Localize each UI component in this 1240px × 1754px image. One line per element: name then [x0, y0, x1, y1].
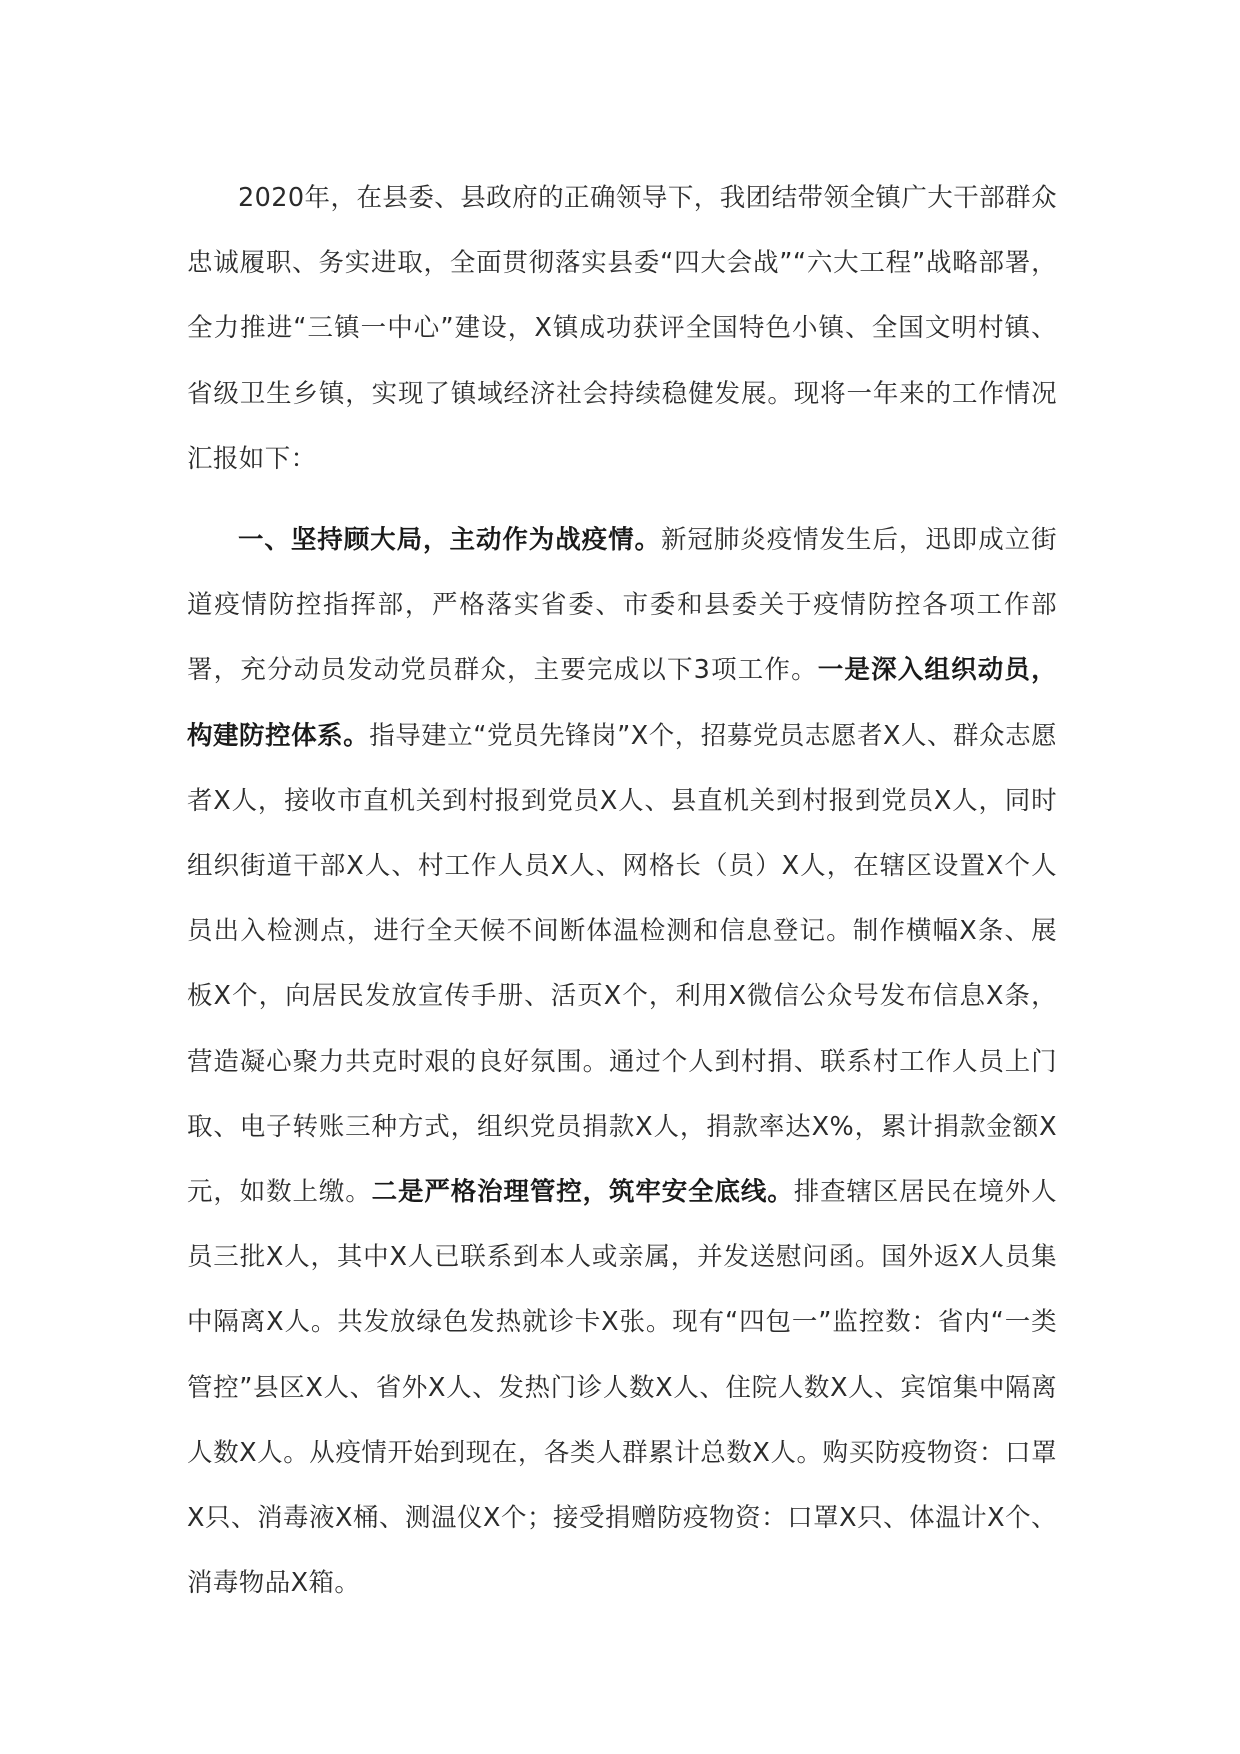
subpoint-heading-one: 一是深入组织动员，构建防控体系。: [187, 655, 1057, 751]
paragraph-section-one: [187, 508, 1057, 1616]
section-body: 新冠肺炎疫情发生后，迅即成立街道疫情防控指挥部，严格落实省委、市委和县委关于疫情防控各项工作部署，充分动员发动党员群众，主要完成以下3项工作。: [187, 525, 1057, 686]
subpoint-body-two: 排查辖区居民在境外人员三批X人，其中X人已联系到本人或亲属，并发送慰问函。国外返X人员集中隔离X人。共发放绿色发热就诊卡X张。现有“四包一”监控数：省内“一类管控”县区X人、省外X人、发热门诊人数X人、住院人数X人、宾馆集中隔离人数X人。从疫情开始到现在，各类人群累计总数X人。购买防疫物资：口罩X只、消毒液X桶、测温仪X个；接受捐赠防疫物资：口罩X只、体温计X个、消毒物品X箱。: [187, 1177, 1057, 1599]
subpoint-body-one: 指导建立“党员先锋岗”X个，招募党员志愿者X人、群众志愿者X人，接收市直机关到村报到党员X人、县直机关到村报到党员X人，同时组织街道干部X人、村工作人员X人、网格长（员）X人，在辖区设置X个人员出入检测点，进行全天候不间断体温检测和信息登记。制作横幅X条、展板X个，向居民发放宣传手册、活页X个，利用X微信公众号发布信息X条，营造凝心聚力共克时艰的良好氛围。通过个人到村捐、联系村工作人员上门取、电子转账三种方式，组织党员捐款X人，捐款率达X%，累计捐款金额X元，如数上缴。: [187, 720, 1057, 1208]
paragraph-intro: [187, 166, 1057, 492]
intro-text: 2020年，在县委、县政府的正确领导下，我团结带领全镇广大干部群众忠诚履职、务实进取，全面贯彻落实县委“四大会战”“六大工程”战略部署，全力推进“三镇一中心”建设，X镇成功获评全国特色小镇、全国文明村镇、省级卫生乡镇，实现了镇域经济社会持续稳健发展。现将一年来的工作情况汇报如下：: [187, 183, 1057, 474]
document-body: [187, 166, 1057, 1616]
section-heading: 一、坚持顾大局，主动作为战疫情。: [238, 525, 661, 556]
subpoint-heading-two: 二是严格治理管控，筑牢安全底线。: [371, 1177, 794, 1208]
